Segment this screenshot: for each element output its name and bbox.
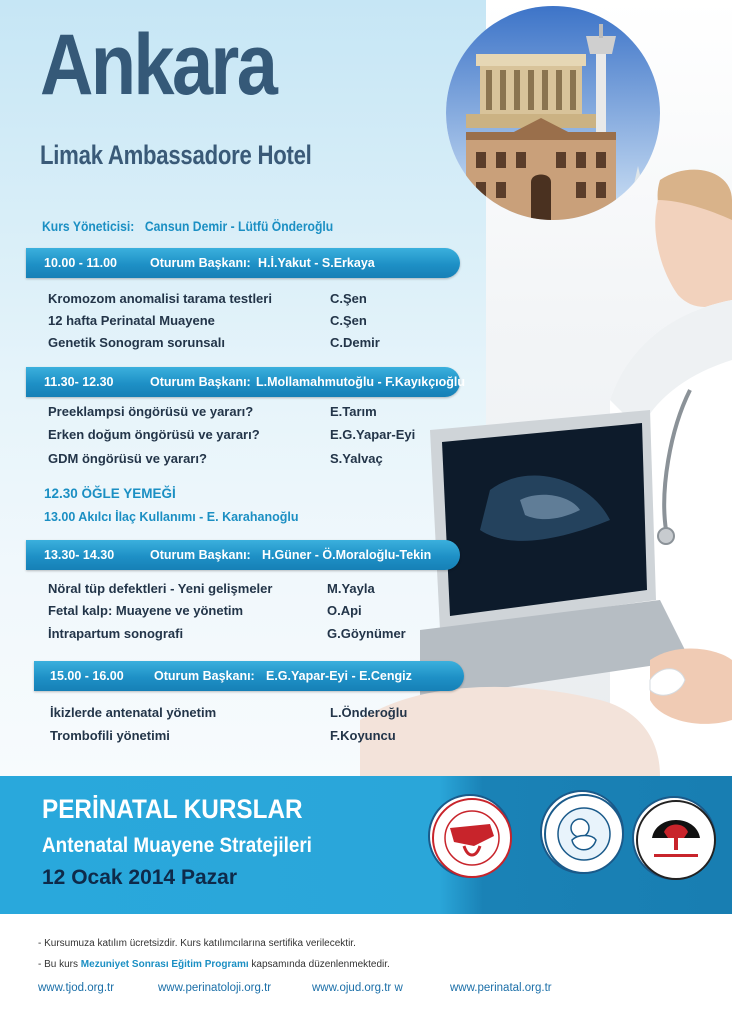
talk-row bbox=[48, 427, 448, 447]
talk-row bbox=[48, 291, 448, 311]
ankara-landmarks-photo bbox=[446, 6, 660, 220]
talk-row bbox=[50, 728, 450, 748]
session-time: 13.30- 14.30 bbox=[44, 548, 115, 562]
talk-speaker: S.Yalvaç bbox=[330, 451, 383, 466]
talk-row bbox=[48, 581, 448, 601]
note-program-pre: - Bu kurs bbox=[38, 959, 81, 970]
perinatoloji-logo bbox=[540, 790, 624, 874]
session-chairs: E.G.Yapar-Eyi - E.Cengiz bbox=[266, 669, 412, 683]
course-subtitle: Antenatal Muayene Stratejileri bbox=[42, 834, 312, 857]
directors-names: Cansun Demir - Lütfü Önderoğlu bbox=[144, 219, 334, 234]
city-title: Ankara bbox=[40, 17, 276, 113]
note-program-highlight: Mezuniyet Sonrası Eğitim Programı bbox=[80, 959, 249, 970]
course-date: 12 Ocak 2014 Pazar bbox=[42, 866, 237, 889]
tjod-logo bbox=[428, 794, 512, 878]
session-bar bbox=[26, 540, 460, 570]
ojud-logo bbox=[632, 796, 716, 880]
session-time: 11.30- 12.30 bbox=[44, 375, 114, 389]
session-time: 10.00 - 11.00 bbox=[44, 256, 117, 270]
link-perinatal[interactable]: www.perinatal.org.tr bbox=[450, 982, 552, 994]
special-lecture: 13.00 Akılcı İlaç Kullanımı - E. Karahanoğlu bbox=[44, 510, 299, 524]
session-chairs: H.İ.Yakut - S.Erkaya bbox=[258, 256, 375, 270]
talk-speaker: E.G.Yapar-Eyi bbox=[330, 427, 416, 442]
talk-topic: Genetik Sonogram sorunsalı bbox=[48, 335, 225, 350]
talk-topic: Preeklampsi öngörüsü ve yararı? bbox=[48, 404, 254, 419]
session-chairs: H.Güner - Ö.Moraloğlu-Tekin bbox=[262, 548, 432, 562]
session-chair-label: Oturum Başkanı: bbox=[150, 256, 251, 270]
hotel-name: Limak Ambassadore Hotel bbox=[40, 140, 312, 170]
talk-speaker: O.Api bbox=[327, 603, 362, 618]
link-ojud[interactable]: www.ojud.org.tr w bbox=[312, 982, 403, 994]
talk-topic: Kromozom anomalisi tarama testleri bbox=[48, 291, 272, 306]
session-bar bbox=[26, 248, 460, 278]
talk-speaker: F.Koyuncu bbox=[330, 728, 396, 743]
directors-label: Kurs Yöneticisi: bbox=[42, 219, 135, 234]
note-free-participation: - Kursumuza katılım ücretsizdir. Kurs katılımcılarına sertifika verilecektir. bbox=[38, 938, 356, 949]
website-links bbox=[0, 982, 732, 998]
talk-speaker: E.Tarım bbox=[330, 404, 377, 419]
talk-topic: İntrapartum sonografi bbox=[48, 626, 184, 641]
session-chairs: L.Mollamahmutoğlu - F.Kayıkçıoğlu bbox=[256, 375, 466, 389]
talk-topic: GDM öngörüsü ve yararı? bbox=[48, 451, 207, 466]
link-tjod[interactable]: www.tjod.org.tr bbox=[38, 982, 115, 994]
talk-topic: Trombofili yönetimi bbox=[50, 728, 170, 743]
talk-row bbox=[48, 335, 448, 355]
session-chair-label: Oturum Başkanı: bbox=[154, 669, 255, 683]
session-bar bbox=[26, 367, 466, 397]
talk-row bbox=[48, 603, 448, 623]
talk-topic: Erken doğum öngörüsü ve yararı? bbox=[48, 427, 260, 442]
link-perinatoloji[interactable]: www.perinatoloji.org.tr bbox=[158, 982, 272, 994]
session-bar bbox=[34, 661, 464, 691]
talk-topic: 12 hafta Perinatal Muayene bbox=[48, 313, 215, 328]
talk-topic: Fetal kalp: Muayene ve yönetim bbox=[48, 603, 244, 618]
talk-speaker: M.Yayla bbox=[327, 581, 375, 596]
talk-row bbox=[48, 313, 448, 333]
talk-speaker: L.Önderoğlu bbox=[330, 705, 408, 720]
session-time: 15.00 - 16.00 bbox=[50, 669, 124, 683]
note-program bbox=[38, 959, 390, 970]
talk-speaker: G.Göynümer bbox=[327, 626, 406, 641]
talk-topic: İkizlerde antenatal yönetim bbox=[50, 705, 217, 720]
talk-speaker: C.Demir bbox=[330, 335, 380, 350]
note-program-post: kapsamında düzenlenmektedir. bbox=[248, 959, 390, 970]
talk-row bbox=[48, 451, 448, 471]
talk-speaker: C.Şen bbox=[330, 291, 367, 306]
talk-row bbox=[48, 404, 448, 424]
talk-topic: Nöral tüp defektleri - Yeni gelişmeler bbox=[48, 581, 273, 596]
session-chair-label: Oturum Başkanı: bbox=[150, 548, 251, 562]
talk-row bbox=[50, 705, 450, 725]
course-title: PERİNATAL KURSLAR bbox=[42, 794, 303, 824]
session-chair-label: Oturum Başkanı: bbox=[150, 375, 251, 389]
lunch-break: 12.30 ÖĞLE YEMEĞİ bbox=[44, 486, 176, 501]
talk-speaker: C.Şen bbox=[330, 313, 367, 328]
course-directors bbox=[42, 219, 333, 234]
talk-row bbox=[48, 626, 448, 646]
